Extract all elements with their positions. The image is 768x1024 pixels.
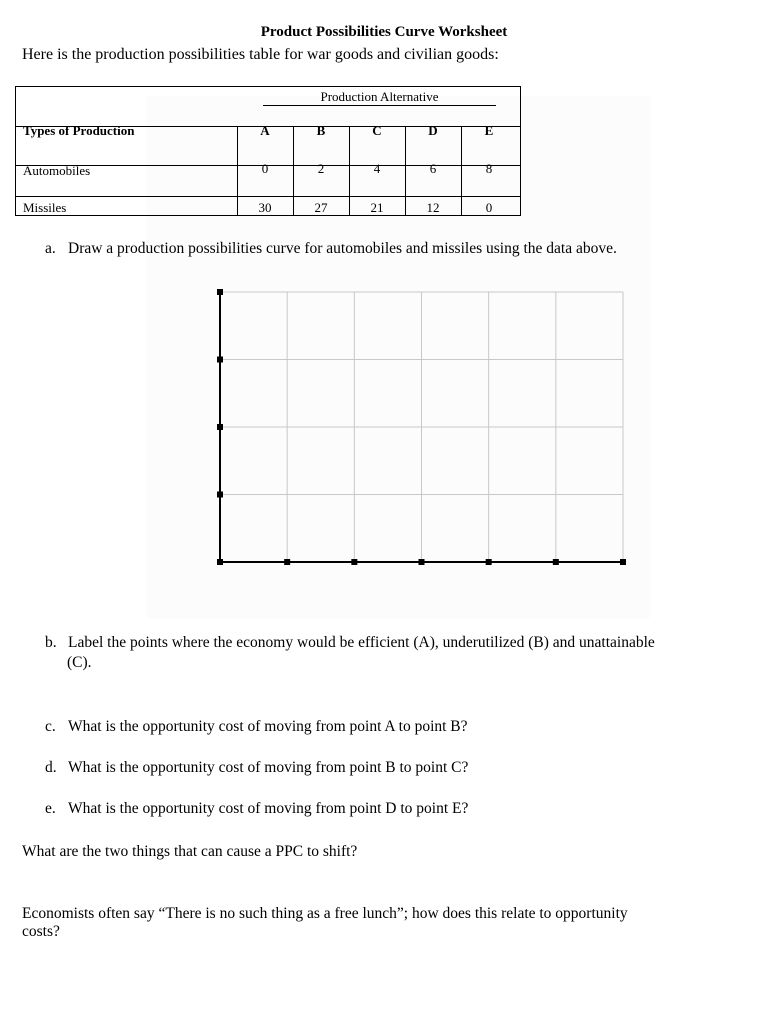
question-text: Label the points where the economy would be efficient (A), underutilized (B) and unattainable — [68, 634, 655, 651]
question-text: What is the opportunity cost of moving from point D to point E? — [68, 800, 469, 817]
x-axis-tick-mark — [284, 559, 290, 565]
x-axis-tick-mark — [217, 559, 223, 565]
question-letter: e. — [45, 800, 56, 817]
x-axis-tick-mark — [351, 559, 357, 565]
row-label-missiles: Missiles — [23, 200, 67, 215]
y-axis-tick-mark — [217, 424, 223, 430]
table-cell: 27 — [314, 200, 328, 215]
question-b — [45, 634, 760, 674]
table-cell: 30 — [258, 200, 272, 215]
ppc-shift-question: What are the two things that can cause a PPC to shift? — [22, 843, 358, 860]
free-lunch-question-line2: costs? — [22, 923, 60, 940]
production-table — [15, 86, 521, 216]
x-axis-tick-mark — [419, 559, 425, 565]
table-cell: 6 — [429, 161, 437, 176]
question-letter: d. — [45, 759, 57, 776]
x-axis-tick-mark — [486, 559, 492, 565]
column-header-d: D — [428, 123, 438, 138]
x-axis-tick-mark — [553, 559, 559, 565]
question-letter: c. — [45, 718, 56, 735]
table-cell: 12 — [426, 200, 440, 215]
free-lunch-question-line1: Economists often say “There is no such thing as a free lunch”; how does this relate to opportunity — [22, 905, 628, 922]
column-header-e: E — [484, 123, 494, 138]
table-cell: 0 — [261, 161, 269, 176]
table-cell: 21 — [370, 200, 384, 215]
table-cell: 2 — [317, 161, 325, 176]
question-letter: a. — [45, 240, 56, 257]
question-text: What is the opportunity cost of moving from point A to point B? — [68, 718, 468, 735]
row-label-automobiles: Automobiles — [23, 163, 91, 178]
question-d — [45, 759, 745, 779]
free-lunch-question — [22, 905, 752, 941]
question-text-continued: (C). — [67, 654, 92, 671]
table-divider — [16, 196, 520, 197]
column-header-a: A — [260, 123, 270, 138]
question-text: Draw a production possibilities curve for automobiles and missiles using the data above. — [68, 240, 617, 257]
question-c — [45, 718, 745, 738]
production-alternative-header: Production Alternative — [263, 89, 496, 106]
question-text: What is the opportunity cost of moving from point B to point C? — [68, 759, 469, 776]
question-e — [45, 800, 745, 820]
y-axis-tick-mark — [217, 289, 223, 295]
ppc-blank-graph[interactable] — [210, 282, 630, 572]
column-header-c: C — [372, 123, 382, 138]
table-cell: 0 — [485, 200, 493, 215]
question-letter: b. — [45, 634, 57, 651]
y-axis-tick-mark — [217, 492, 223, 498]
types-of-production-label: Types of Production — [23, 123, 135, 138]
intro-text: Here is the production possibilities table for war goods and civilian goods: — [22, 46, 499, 63]
question-a — [45, 240, 745, 260]
column-header-b: B — [316, 123, 326, 138]
worksheet-title: Product Possibilities Curve Worksheet — [260, 24, 508, 40]
table-cell: 4 — [373, 161, 381, 176]
y-axis-tick-mark — [217, 357, 223, 363]
x-axis-tick-mark — [620, 559, 626, 565]
table-cell: 8 — [485, 161, 493, 176]
